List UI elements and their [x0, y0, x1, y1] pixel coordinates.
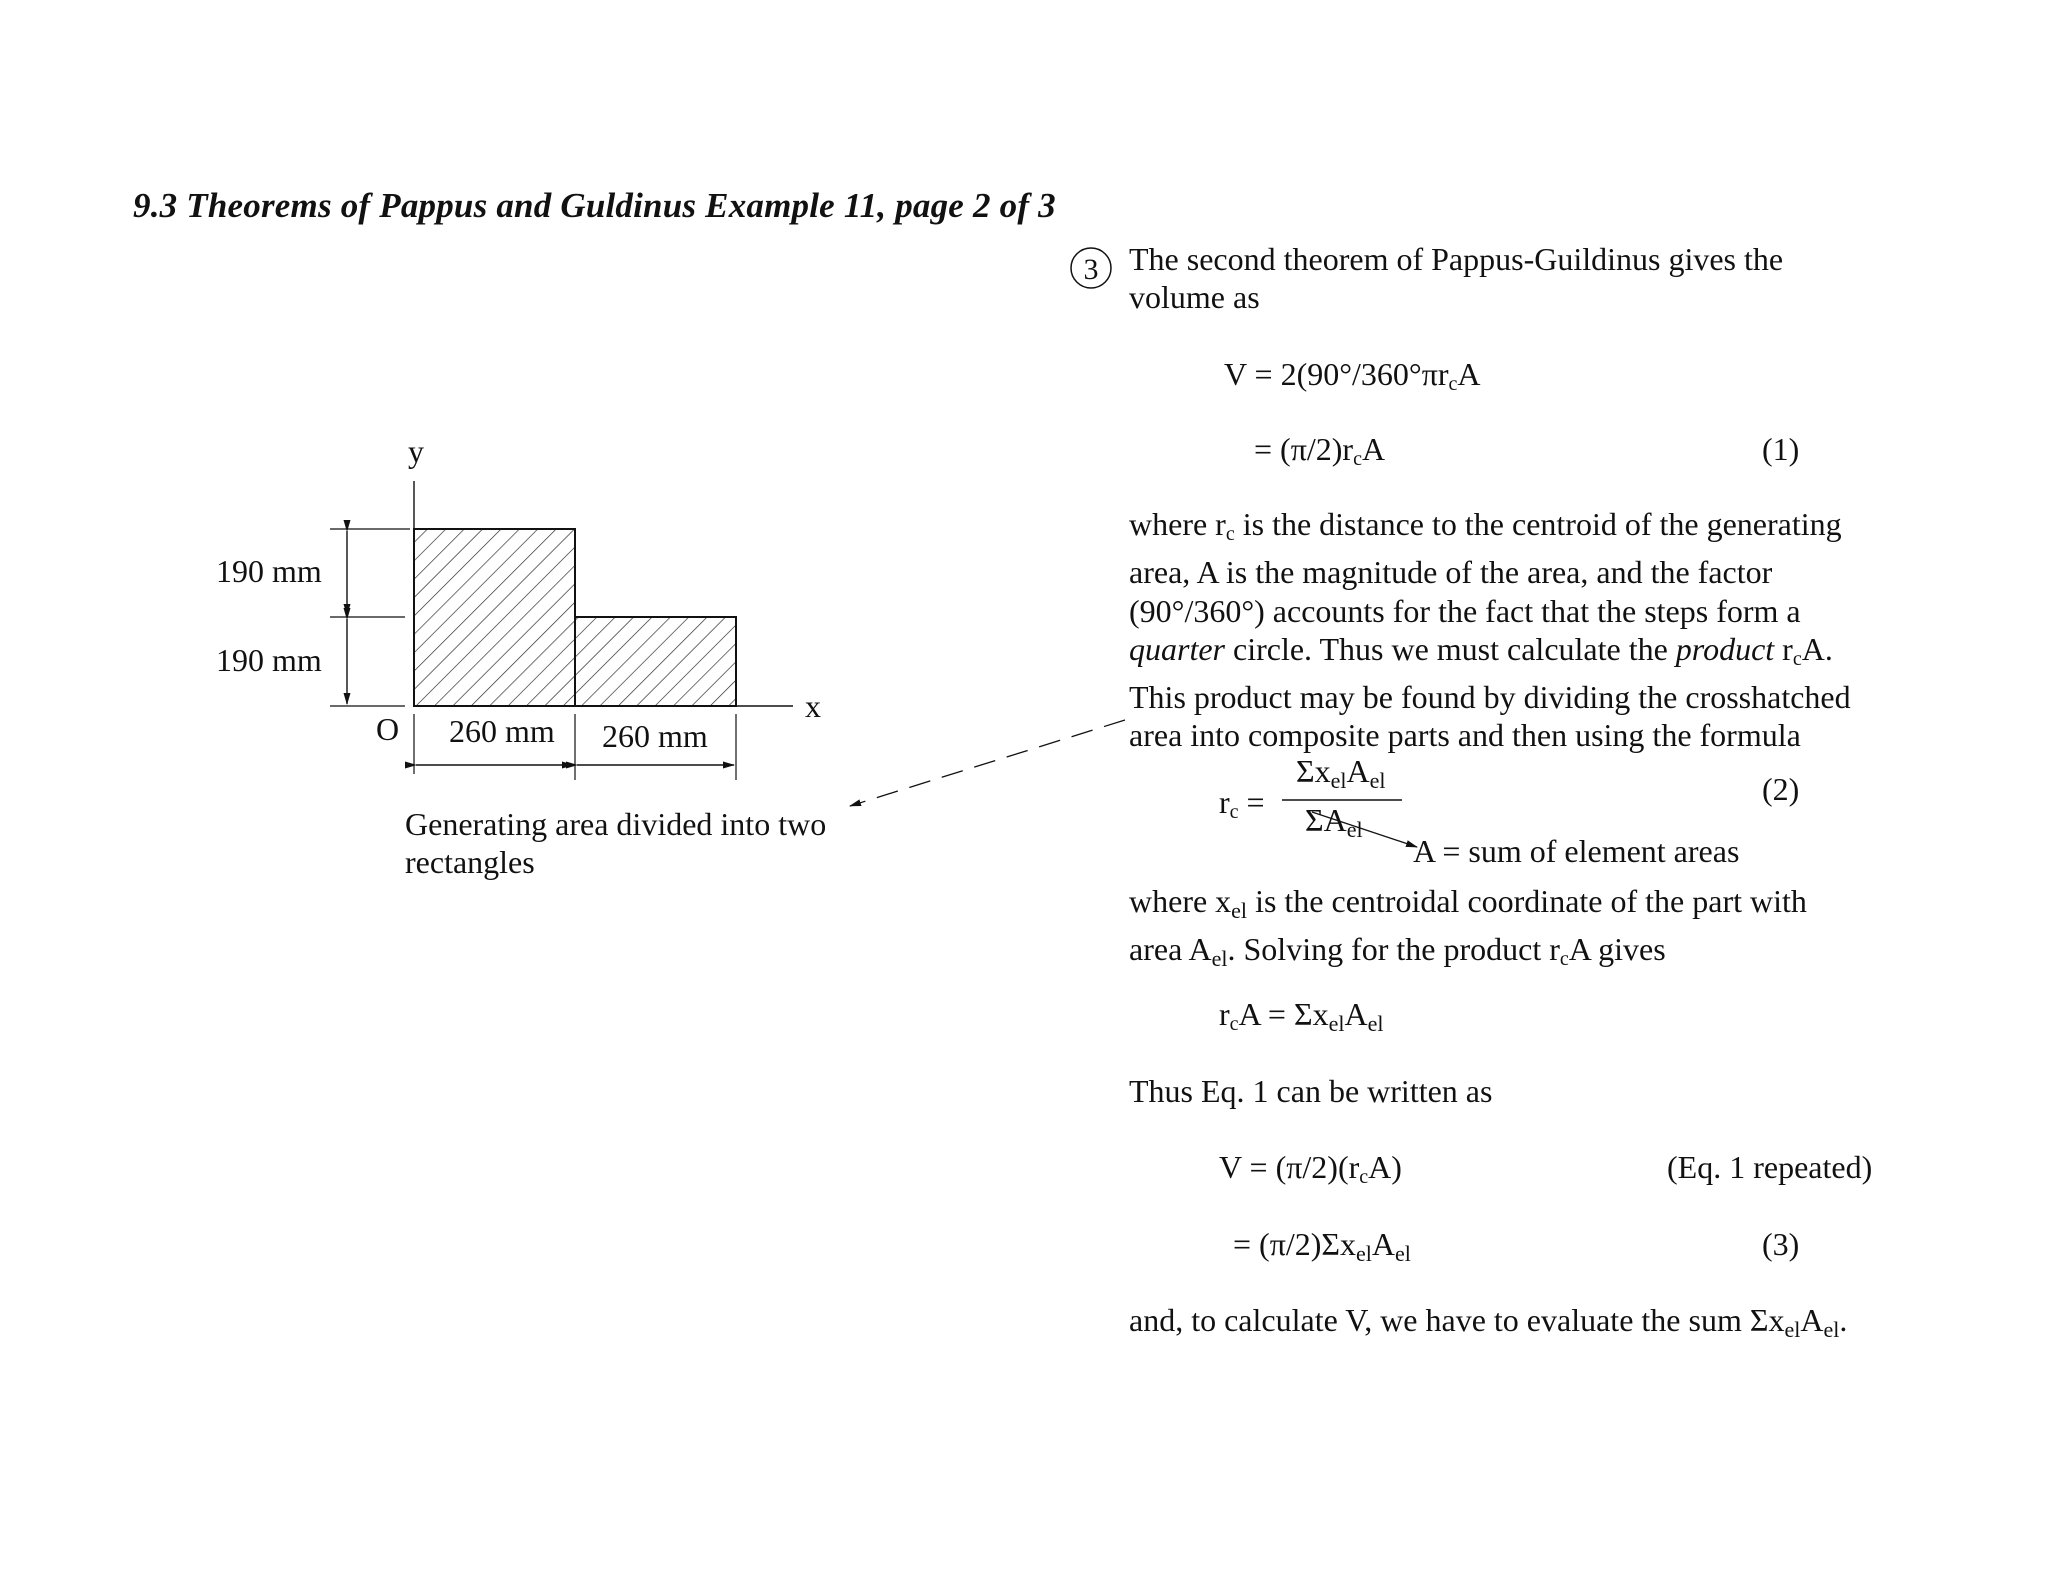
y-axis-label: y [408, 433, 424, 469]
intro-line-1: The second theorem of Pappus-Guildinus gives the [1129, 241, 1784, 277]
page-title: 9.3 Theorems of Pappus and Guldinus Example 11, page 2 of 3 [133, 186, 1056, 225]
equation-v-3: V = (π/2)(rcA) [1219, 1149, 1402, 1188]
step-number: 3 [1083, 253, 1099, 286]
equation-2-label: (2) [1762, 771, 1800, 807]
formula-lhs: rc = [1219, 784, 1265, 823]
x-axis-label: x [805, 688, 821, 724]
caption-line-2: rectangles [405, 844, 535, 880]
dim-260-right-label: 260 mm [602, 718, 708, 754]
caption-line-1: Generating area divided into two [405, 806, 827, 842]
where-line-6: area into composite parts and then using the formula [1129, 717, 1801, 754]
intro-line-2: volume as [1129, 279, 1260, 316]
intro-paragraph [1129, 240, 1783, 317]
equation-v-1: V = 2(90°/360°πrcA [1224, 356, 1481, 395]
equation-rca: rcA = $\Sigma x_{el}A_{el}$ [1219, 996, 1384, 1036]
thus-line: Thus Eq. 1 can be written as [1129, 1073, 1493, 1109]
leader-line [850, 720, 1125, 806]
dim-260-left-label: 260 mm [449, 713, 555, 749]
step-number-badge [1071, 248, 1111, 288]
formula-denominator: $\Sigma A_{el}$ [1305, 802, 1363, 842]
dim-190-top-label: 190 mm [216, 553, 322, 589]
where-line-3: (90°/360°) accounts for the fact that the steps form a [1129, 592, 1801, 629]
dim-190-bottom-label: 190 mm [216, 642, 322, 678]
where-line-1: where rc is the distance to the centroid of the generating [1129, 506, 1842, 545]
equation-v-4: = $(\pi/2)\Sigma x_{el}A_{el}$ [1233, 1226, 1411, 1266]
origin-label: O [376, 711, 400, 747]
rectangle-left [414, 529, 575, 706]
where2-paragraph [1129, 882, 1807, 979]
where-paragraph [1129, 505, 1851, 755]
formula-annotation: A = sum of element areas [1413, 833, 1740, 869]
where-line-2: area, A is the magnitude of the area, and the factor [1129, 554, 1773, 591]
equation-3-label: (3) [1762, 1226, 1800, 1262]
equation-1-repeated-label: (Eq. 1 repeated) [1667, 1149, 1873, 1185]
where-line-4: quarter circle. Thus we must calculate the product rcA. [1129, 630, 1833, 670]
equation-1-label: (1) [1762, 431, 1800, 467]
final-line: and, to calculate V, we have to evaluate the sum $\Sigma x_{el}A_{el}$. [1129, 1302, 1848, 1342]
where-line-5: This product may be found by dividing the crosshatched [1129, 679, 1851, 716]
equation-v-2: = (π/2)rcA [1254, 431, 1386, 470]
rectangle-right [575, 617, 736, 706]
where2-line-2: area $A_{el}$. Solving for the product rcA gives [1129, 931, 1666, 972]
where2-line-1: where $x_{el}$ is the centroidal coordinate of the part with [1129, 883, 1807, 923]
formula-numerator: $\Sigma x_{el}A_{el}$ [1296, 753, 1386, 793]
